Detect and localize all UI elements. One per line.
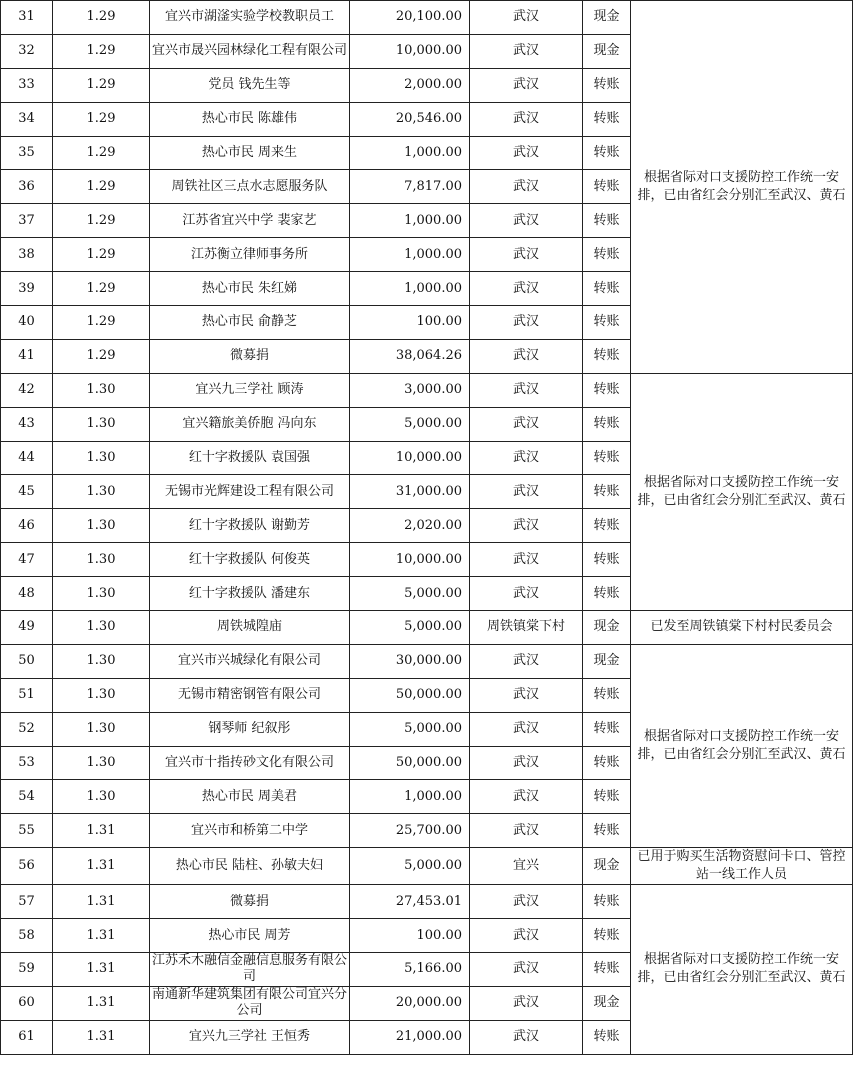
row-destination: 武汉 — [470, 238, 583, 272]
row-destination: 武汉 — [470, 1, 583, 35]
row-amount: 2,000.00 — [350, 68, 470, 102]
row-donor: 党员 钱先生等 — [150, 68, 350, 102]
row-date: 1.29 — [53, 238, 150, 272]
row-amount: 100.00 — [350, 919, 470, 953]
row-donor: 红十字救援队 何俊英 — [150, 543, 350, 577]
row-payment-method: 转账 — [583, 238, 631, 272]
row-amount: 1,000.00 — [350, 272, 470, 306]
row-date: 1.31 — [53, 1020, 150, 1054]
row-destination: 武汉 — [470, 272, 583, 306]
row-payment-method: 转账 — [583, 746, 631, 780]
row-amount: 10,000.00 — [350, 543, 470, 577]
row-number: 42 — [1, 373, 53, 407]
row-donor: 热心市民 陈雄伟 — [150, 102, 350, 136]
row-payment-method: 现金 — [583, 611, 631, 645]
row-date: 1.31 — [53, 848, 150, 885]
row-amount: 27,453.01 — [350, 885, 470, 919]
row-number: 33 — [1, 68, 53, 102]
row-amount: 38,064.26 — [350, 339, 470, 373]
row-date: 1.30 — [53, 373, 150, 407]
row-donor: 宜兴市十指抟砂文化有限公司 — [150, 746, 350, 780]
row-destination: 武汉 — [470, 475, 583, 509]
row-date: 1.30 — [53, 780, 150, 814]
row-donor: 红十字救援队 袁国强 — [150, 441, 350, 475]
row-remark: 根据省际对口支援防控工作统一安排，已由省红会分别汇至武汉、黄石 — [631, 373, 853, 610]
row-date: 1.30 — [53, 475, 150, 509]
row-destination: 周铁镇棠下村 — [470, 611, 583, 645]
row-destination: 武汉 — [470, 746, 583, 780]
row-donor: 宜兴籍旅美侨胞 冯向东 — [150, 407, 350, 441]
row-destination: 武汉 — [470, 953, 583, 987]
row-donor: 红十字救援队 谢勤芳 — [150, 509, 350, 543]
row-remark: 根据省际对口支援防控工作统一安排，已由省红会分别汇至武汉、黄石 — [631, 1, 853, 374]
table-row — [1, 1, 853, 35]
row-destination: 武汉 — [470, 577, 583, 611]
row-donor: 钢琴师 纪叙彤 — [150, 712, 350, 746]
row-payment-method: 转账 — [583, 919, 631, 953]
row-date: 1.30 — [53, 577, 150, 611]
row-date: 1.31 — [53, 953, 150, 987]
row-destination: 武汉 — [470, 919, 583, 953]
row-donor: 微募捐 — [150, 885, 350, 919]
row-date: 1.29 — [53, 204, 150, 238]
row-date: 1.29 — [53, 68, 150, 102]
row-payment-method: 转账 — [583, 577, 631, 611]
row-amount: 5,166.00 — [350, 953, 470, 987]
row-remark: 已发至周铁镇棠下村村民委员会 — [631, 611, 853, 645]
row-destination: 武汉 — [470, 780, 583, 814]
row-date: 1.30 — [53, 644, 150, 678]
row-destination: 武汉 — [470, 407, 583, 441]
row-payment-method: 现金 — [583, 848, 631, 885]
row-number: 44 — [1, 441, 53, 475]
row-remark: 根据省际对口支援防控工作统一安排，已由省红会分别汇至武汉、黄石 — [631, 885, 853, 1054]
row-number: 47 — [1, 543, 53, 577]
row-date: 1.29 — [53, 1, 150, 35]
row-remark: 已用于购买生活物资慰问卡口、管控站一线工作人员 — [631, 848, 853, 885]
row-payment-method: 转账 — [583, 373, 631, 407]
row-payment-method: 转账 — [583, 170, 631, 204]
row-date: 1.31 — [53, 919, 150, 953]
row-number: 37 — [1, 204, 53, 238]
row-number: 38 — [1, 238, 53, 272]
row-number: 61 — [1, 1020, 53, 1054]
row-amount: 1,000.00 — [350, 204, 470, 238]
row-destination: 武汉 — [470, 34, 583, 68]
row-amount: 1,000.00 — [350, 238, 470, 272]
row-payment-method: 转账 — [583, 407, 631, 441]
row-date: 1.31 — [53, 885, 150, 919]
row-destination: 武汉 — [470, 373, 583, 407]
row-amount: 31,000.00 — [350, 475, 470, 509]
row-date: 1.30 — [53, 543, 150, 577]
row-donor: 宜兴市湖滏实验学校教职员工 — [150, 1, 350, 35]
row-date: 1.29 — [53, 34, 150, 68]
row-number: 34 — [1, 102, 53, 136]
row-amount: 5,000.00 — [350, 407, 470, 441]
table-row — [1, 885, 853, 919]
row-destination: 武汉 — [470, 678, 583, 712]
row-amount: 20,100.00 — [350, 1, 470, 35]
row-date: 1.29 — [53, 339, 150, 373]
row-destination: 武汉 — [470, 885, 583, 919]
row-destination: 武汉 — [470, 136, 583, 170]
row-number: 41 — [1, 339, 53, 373]
row-destination: 武汉 — [470, 170, 583, 204]
row-date: 1.30 — [53, 509, 150, 543]
row-donor: 红十字救援队 潘建东 — [150, 577, 350, 611]
row-date: 1.29 — [53, 170, 150, 204]
donation-table-body — [1, 1, 853, 1055]
row-destination: 武汉 — [470, 102, 583, 136]
row-destination: 武汉 — [470, 543, 583, 577]
row-destination: 武汉 — [470, 644, 583, 678]
table-row — [1, 848, 853, 885]
row-payment-method: 转账 — [583, 543, 631, 577]
row-number: 57 — [1, 885, 53, 919]
row-payment-method: 转账 — [583, 814, 631, 848]
row-number: 35 — [1, 136, 53, 170]
row-number: 39 — [1, 272, 53, 306]
row-date: 1.30 — [53, 678, 150, 712]
row-number: 54 — [1, 780, 53, 814]
row-payment-method: 现金 — [583, 644, 631, 678]
row-number: 52 — [1, 712, 53, 746]
row-payment-method: 转账 — [583, 68, 631, 102]
row-donor: 微募捐 — [150, 339, 350, 373]
row-date: 1.29 — [53, 272, 150, 306]
row-destination: 武汉 — [470, 441, 583, 475]
row-donor: 江苏衡立律师事务所 — [150, 238, 350, 272]
row-amount: 5,000.00 — [350, 848, 470, 885]
row-destination: 武汉 — [470, 509, 583, 543]
row-amount: 1,000.00 — [350, 780, 470, 814]
row-amount: 10,000.00 — [350, 34, 470, 68]
row-donor: 江苏禾木融信金融信息服务有限公司 — [150, 953, 350, 987]
row-donor: 无锡市精密钢管有限公司 — [150, 678, 350, 712]
row-payment-method: 转账 — [583, 780, 631, 814]
row-number: 59 — [1, 953, 53, 987]
row-destination: 武汉 — [470, 204, 583, 238]
row-amount: 5,000.00 — [350, 712, 470, 746]
row-amount: 30,000.00 — [350, 644, 470, 678]
row-date: 1.30 — [53, 611, 150, 645]
row-donor: 热心市民 周来生 — [150, 136, 350, 170]
row-amount: 5,000.00 — [350, 611, 470, 645]
row-number: 60 — [1, 986, 53, 1020]
row-remark: 根据省际对口支援防控工作统一安排，已由省红会分别汇至武汉、黄石 — [631, 644, 853, 847]
row-amount: 50,000.00 — [350, 678, 470, 712]
row-destination: 武汉 — [470, 1020, 583, 1054]
row-donor: 南通新华建筑集团有限公司宜兴分公司 — [150, 986, 350, 1020]
row-date: 1.30 — [53, 441, 150, 475]
row-donor: 热心市民 周芳 — [150, 919, 350, 953]
row-number: 43 — [1, 407, 53, 441]
row-amount: 2,020.00 — [350, 509, 470, 543]
row-donor: 无锡市光辉建设工程有限公司 — [150, 475, 350, 509]
row-date: 1.31 — [53, 986, 150, 1020]
row-amount: 20,546.00 — [350, 102, 470, 136]
row-donor: 宜兴市和桥第二中学 — [150, 814, 350, 848]
row-number: 50 — [1, 644, 53, 678]
row-amount: 1,000.00 — [350, 136, 470, 170]
row-amount: 25,700.00 — [350, 814, 470, 848]
row-date: 1.29 — [53, 102, 150, 136]
row-amount: 100.00 — [350, 306, 470, 340]
row-date: 1.30 — [53, 407, 150, 441]
row-payment-method: 现金 — [583, 1, 631, 35]
row-number: 51 — [1, 678, 53, 712]
table-row — [1, 644, 853, 678]
row-payment-method: 转账 — [583, 306, 631, 340]
row-number: 56 — [1, 848, 53, 885]
row-donor: 热心市民 朱红娣 — [150, 272, 350, 306]
row-destination: 武汉 — [470, 814, 583, 848]
row-payment-method: 现金 — [583, 34, 631, 68]
row-amount: 20,000.00 — [350, 986, 470, 1020]
row-date: 1.30 — [53, 712, 150, 746]
row-amount: 50,000.00 — [350, 746, 470, 780]
row-payment-method: 转账 — [583, 339, 631, 373]
row-donor: 宜兴市晟兴园林绿化工程有限公司 — [150, 34, 350, 68]
row-number: 55 — [1, 814, 53, 848]
row-donor: 宜兴九三学社 王恒秀 — [150, 1020, 350, 1054]
row-donor: 热心市民 俞静芝 — [150, 306, 350, 340]
row-destination: 宜兴 — [470, 848, 583, 885]
row-number: 49 — [1, 611, 53, 645]
row-donor: 周铁城隍庙 — [150, 611, 350, 645]
row-destination: 武汉 — [470, 339, 583, 373]
row-donor: 热心市民 周美君 — [150, 780, 350, 814]
table-row — [1, 373, 853, 407]
row-donor: 宜兴市兴城绿化有限公司 — [150, 644, 350, 678]
row-number: 53 — [1, 746, 53, 780]
row-amount: 5,000.00 — [350, 577, 470, 611]
row-payment-method: 转账 — [583, 272, 631, 306]
row-number: 40 — [1, 306, 53, 340]
row-payment-method: 转账 — [583, 136, 631, 170]
row-payment-method: 现金 — [583, 986, 631, 1020]
row-payment-method: 转账 — [583, 204, 631, 238]
row-number: 36 — [1, 170, 53, 204]
row-payment-method: 转账 — [583, 441, 631, 475]
row-payment-method: 转账 — [583, 712, 631, 746]
row-payment-method: 转账 — [583, 953, 631, 987]
row-amount: 21,000.00 — [350, 1020, 470, 1054]
row-donor: 宜兴九三学社 顾涛 — [150, 373, 350, 407]
row-amount: 3,000.00 — [350, 373, 470, 407]
row-amount: 10,000.00 — [350, 441, 470, 475]
row-payment-method: 转账 — [583, 678, 631, 712]
row-payment-method: 转账 — [583, 509, 631, 543]
row-amount: 7,817.00 — [350, 170, 470, 204]
row-destination: 武汉 — [470, 68, 583, 102]
row-date: 1.30 — [53, 746, 150, 780]
table-row — [1, 611, 853, 645]
row-donor: 周铁社区三点水志愿服务队 — [150, 170, 350, 204]
row-number: 58 — [1, 919, 53, 953]
row-donor: 江苏省宜兴中学 裴家艺 — [150, 204, 350, 238]
row-payment-method: 转账 — [583, 102, 631, 136]
row-destination: 武汉 — [470, 306, 583, 340]
row-date: 1.29 — [53, 136, 150, 170]
row-donor: 热心市民 陆柱、孙敏夫妇 — [150, 848, 350, 885]
row-payment-method: 转账 — [583, 1020, 631, 1054]
row-number: 32 — [1, 34, 53, 68]
row-date: 1.29 — [53, 306, 150, 340]
row-number: 31 — [1, 1, 53, 35]
row-destination: 武汉 — [470, 986, 583, 1020]
row-date: 1.31 — [53, 814, 150, 848]
row-number: 46 — [1, 509, 53, 543]
row-destination: 武汉 — [470, 712, 583, 746]
row-payment-method: 转账 — [583, 475, 631, 509]
row-number: 45 — [1, 475, 53, 509]
row-payment-method: 转账 — [583, 885, 631, 919]
row-number: 48 — [1, 577, 53, 611]
